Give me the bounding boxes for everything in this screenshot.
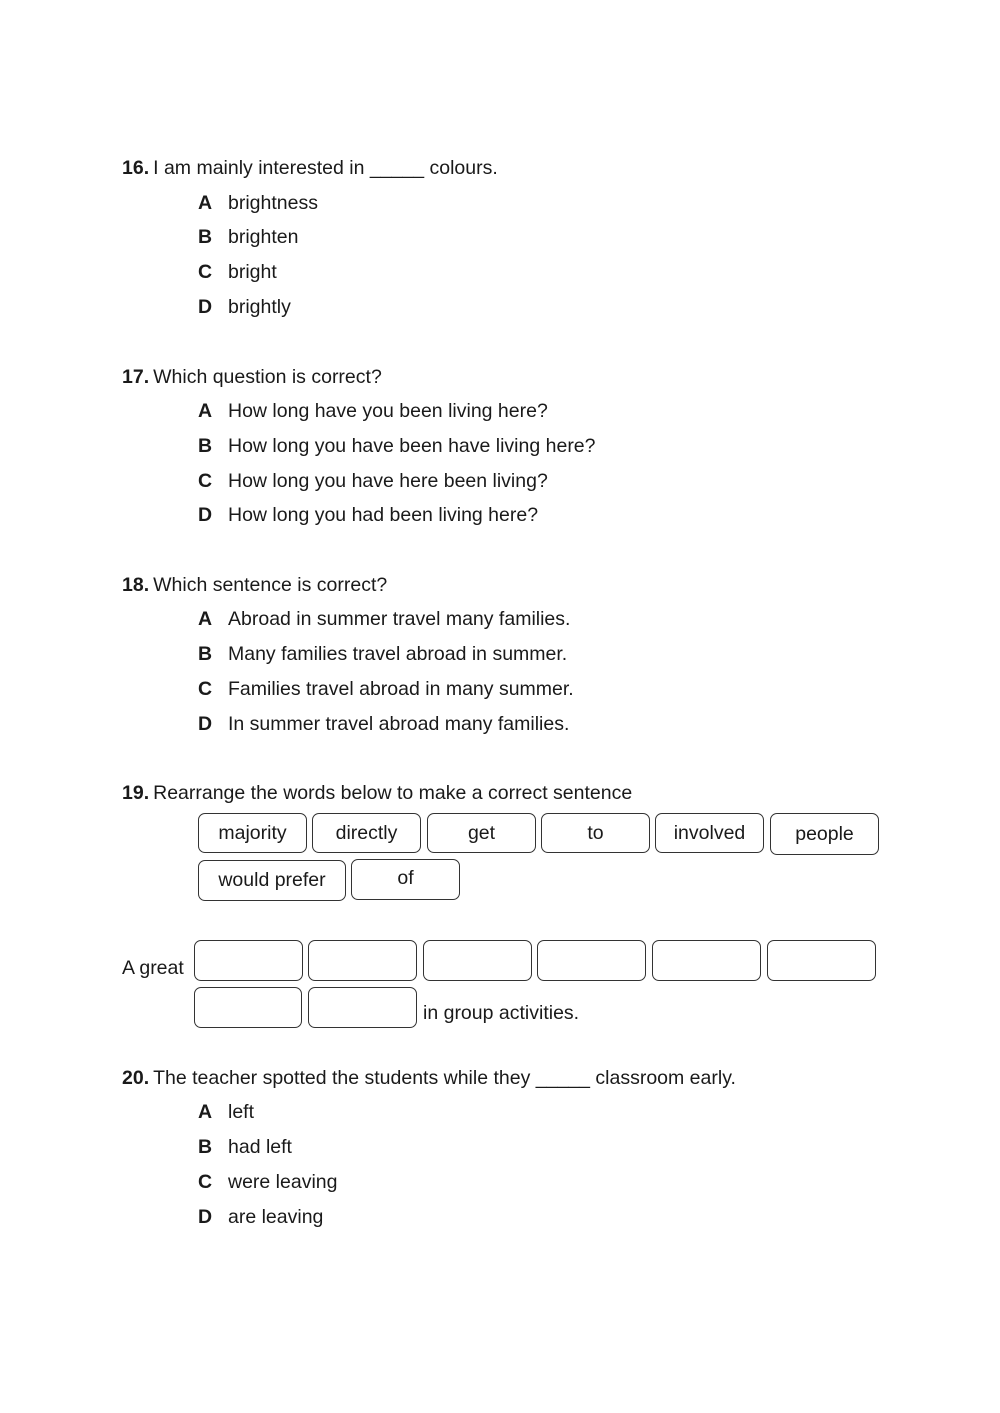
answer-slot[interactable] [308, 940, 417, 981]
question-17 [122, 366, 382, 389]
answer-slot[interactable] [767, 940, 876, 981]
question-20 [122, 1067, 736, 1090]
question-text: The teacher spotted the students while they _____ classroom early. [153, 1067, 736, 1089]
question-text: Rearrange the words below to make a correct sentence [153, 782, 633, 804]
word-chip-get[interactable]: get [427, 813, 536, 853]
option-17-a[interactable]: A How long have you been living here? [198, 400, 548, 422]
word-chip-would-prefer[interactable]: would prefer [198, 860, 346, 901]
question-18 [122, 574, 387, 597]
question-number: 18. [122, 574, 150, 596]
word-chip-majority[interactable]: majority [198, 813, 307, 853]
question-text: I am mainly interested in _____ colours. [153, 157, 498, 179]
word-chip-directly[interactable]: directly [312, 813, 421, 853]
question-number: 16. [122, 157, 150, 179]
option-17-d[interactable]: D How long you had been living here? [198, 504, 539, 526]
word-chip-people[interactable]: people [770, 813, 879, 855]
option-20-d[interactable]: D are leaving [198, 1206, 324, 1228]
question-text: Which question is correct? [153, 366, 382, 388]
answer-slot[interactable] [537, 940, 646, 981]
sentence-start: A great [122, 957, 184, 979]
question-number: 17. [122, 366, 150, 388]
answer-slot[interactable] [423, 940, 532, 981]
option-18-a[interactable]: A Abroad in summer travel many families. [198, 608, 571, 630]
question-number: 19. [122, 782, 150, 804]
option-18-c[interactable]: C Families travel abroad in many summer. [198, 678, 574, 700]
answer-slot[interactable] [308, 987, 417, 1028]
word-chip-to[interactable]: to [541, 813, 650, 853]
sentence-end: in group activities. [423, 1002, 580, 1024]
option-20-a[interactable]: A left [198, 1101, 255, 1123]
question-number: 20. [122, 1067, 150, 1089]
option-20-c[interactable]: C were leaving [198, 1171, 338, 1193]
question-16 [122, 157, 498, 180]
word-chip-involved[interactable]: involved [655, 813, 764, 853]
option-20-b[interactable]: B had left [198, 1136, 292, 1158]
option-17-c[interactable]: C How long you have here been living? [198, 470, 548, 492]
option-16-d[interactable]: D brightly [198, 296, 291, 318]
option-16-b[interactable]: B brighten [198, 226, 299, 248]
answer-slot[interactable] [194, 940, 303, 981]
option-18-b[interactable]: B Many families travel abroad in summer. [198, 643, 568, 665]
word-chip-of[interactable]: of [351, 859, 460, 900]
answer-slot[interactable] [194, 987, 302, 1028]
question-19 [122, 782, 632, 805]
answer-slot[interactable] [652, 940, 761, 981]
option-16-c[interactable]: C bright [198, 261, 277, 283]
option-16-a[interactable]: A brightness [198, 192, 318, 214]
question-text: Which sentence is correct? [153, 574, 388, 596]
option-18-d[interactable]: D In summer travel abroad many families. [198, 713, 570, 735]
option-17-b[interactable]: B How long you have been have living here? [198, 435, 596, 457]
